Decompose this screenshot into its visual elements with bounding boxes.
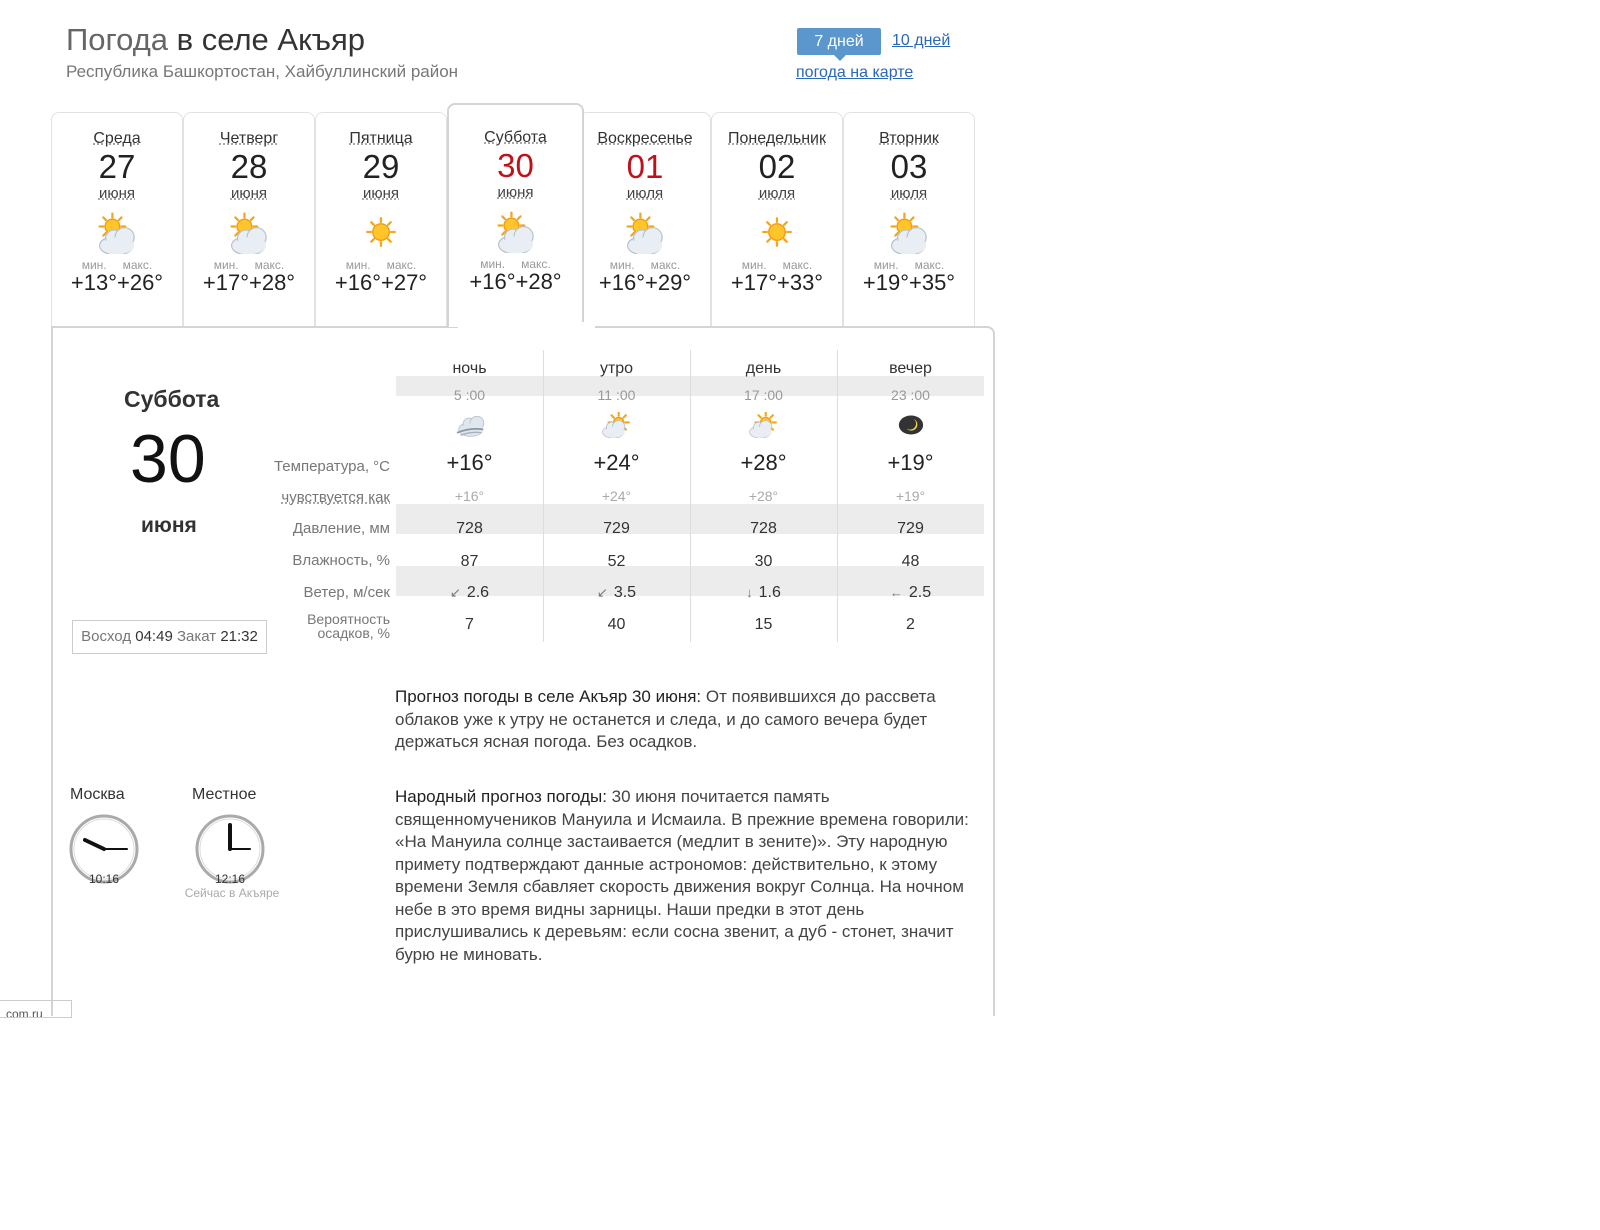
day-tab-3[interactable] [447, 103, 584, 327]
minmax-labels: мин. макс. [81, 258, 153, 272]
period-feels-like: +28° [748, 488, 779, 504]
sun-cloud-icon [690, 410, 837, 440]
minmax-labels: мин. макс. [609, 258, 681, 272]
folk-forecast-text: Народный прогноз погоды: 30 июня почитается память священномучеников Мануила и Исмаила. В прежние времена говорили: «На Мануила солнце застаивается (медлит в зените)». Эту народную примету подтверждают данные астрономов: действительно, к этому времени Земля сбавляет скорость движения вокруг Солнца. На ночном небе в это время видны зарницы. Наши предки в этот день прислушивались к деревьям: если сосна звенит, а дуб - стонет, значит бурю не миновать. [395, 787, 969, 964]
day-tab-name: Пятница [349, 130, 413, 147]
weather-map-link[interactable]: погода на карте [796, 64, 914, 81]
moscow-time: 10:16 [88, 872, 120, 886]
period-pressure: 728 [456, 520, 483, 537]
period-feels-like: +19° [895, 488, 926, 504]
day-tab-number: 03 [890, 148, 928, 185]
day-tab-1[interactable] [183, 112, 315, 327]
period-hour: 23 :00 [891, 387, 930, 403]
partly-cloudy-icon [580, 208, 710, 256]
period-pressure: 729 [603, 520, 630, 537]
day-tab-temps: +17°+33° [730, 270, 824, 295]
forecast-text: Прогноз погоды в селе Акъяр 30 июня: От появившихся до рассвета облаков уже к утру не останется и следа, и до самого вечера будет держаться ясная погода. Без осадков. [395, 687, 936, 751]
day-tab-6[interactable] [843, 112, 975, 327]
moon-icon [837, 410, 984, 440]
day-tab-number: 01 [626, 148, 664, 185]
day-tab-name: Воскресенье [597, 130, 693, 147]
period-name: вечер [889, 360, 932, 377]
period-feels-like: +24° [601, 488, 632, 504]
period-humidity: 30 [754, 553, 773, 570]
period-temperature: +16° [446, 450, 493, 475]
day-tab-name: Понедельник [728, 130, 826, 147]
partly-cloudy-icon [844, 208, 974, 256]
day-tab-number: 28 [230, 148, 268, 185]
day-tab-0[interactable] [51, 112, 183, 327]
period-name: день [745, 360, 782, 377]
sun-icon [712, 208, 842, 256]
day-tab-temps: +16°+29° [598, 270, 692, 295]
sun-cloud-icon [543, 410, 690, 440]
minmax-labels: мин. макс. [345, 258, 417, 272]
period-temperature: +28° [740, 450, 787, 475]
day-tab-month: июня [362, 185, 400, 202]
day-tab-month: июня [497, 184, 534, 201]
wind-direction-icon: ← [889, 585, 903, 600]
selected-day-name: Суббота [124, 386, 220, 412]
day-tab-name: Вторник [879, 130, 939, 147]
day-tab-temps: +16°+27° [334, 270, 428, 295]
day-tab-name: Суббота [484, 129, 547, 146]
region-subtitle: Республика Башкортостан, Хайбуллинский район [66, 62, 459, 81]
footer-fragment: com.ru [0, 1000, 72, 1018]
day-tab-5[interactable] [711, 112, 843, 327]
period-wind: ↓ 1.6 [746, 584, 781, 601]
period-precipitation: 7 [465, 616, 474, 633]
label-feels-like[interactable]: чувствуется как [281, 489, 390, 506]
day-tab-month: июня [98, 185, 136, 202]
minmax-labels: мин. макс. [741, 258, 813, 272]
period-wind: ↙ 2.6 [449, 584, 490, 601]
label-humidity: Влажность, % [292, 552, 390, 569]
period-name: утро [599, 360, 634, 377]
period-hour: 11 :00 [597, 387, 636, 403]
period-precipitation: 2 [906, 616, 915, 633]
day-tab-name: Среда [93, 130, 141, 147]
seven-days-button[interactable]: 7 дней [797, 28, 881, 55]
day-tab-month: июля [626, 185, 664, 202]
period-pressure: 728 [750, 520, 777, 537]
day-tab-temps: +13°+26° [70, 270, 164, 295]
period-precipitation: 40 [607, 616, 626, 633]
partly-cloudy-icon [449, 207, 582, 255]
local-clock-label: Местное [192, 786, 257, 803]
minmax-labels: мин. макс. [213, 258, 285, 272]
period-name: ночь [452, 360, 487, 377]
label-wind: Ветер, м/сек [303, 584, 390, 601]
ten-days-link[interactable]: 10 дней [892, 32, 951, 49]
day-tab-number: 02 [758, 148, 796, 185]
period-humidity: 52 [607, 553, 626, 570]
partly-cloudy-icon [52, 208, 182, 256]
period-pressure: 729 [897, 520, 924, 537]
selected-day-month: июня [141, 514, 197, 537]
period-wind: ← 2.5 [889, 584, 932, 601]
period-temperature: +24° [593, 450, 640, 475]
selected-day-number: 30 [130, 421, 206, 497]
day-tab-month: июня [230, 185, 268, 202]
day-tab-number: 29 [362, 148, 400, 185]
partly-cloudy-icon [184, 208, 314, 256]
day-tab-month: июля [890, 185, 928, 202]
wind-direction-icon: ↓ [746, 585, 753, 600]
sunrise-sunset-box: Восход 04:49 Закат 21:32 [72, 620, 267, 654]
period-wind: ↙ 3.5 [596, 584, 637, 601]
local-time: 12:16 [214, 872, 246, 886]
period-feels-like: +16° [454, 488, 485, 504]
moscow-clock-label: Москва [70, 786, 125, 803]
wind-direction-icon: ↙ [596, 585, 608, 600]
label-precipitation: Вероятность осадков, % [307, 611, 390, 641]
local-time-note: Сейчас в Акъяре [184, 886, 280, 900]
day-tab-temps: +17°+28° [202, 270, 296, 295]
day-tab-month: июля [758, 185, 796, 202]
day-tab-number: 27 [98, 148, 136, 185]
period-temperature: +19° [887, 450, 934, 475]
day-tab-temps: +19°+35° [862, 270, 956, 295]
sun-icon [316, 208, 446, 256]
label-pressure: Давление, мм [292, 520, 390, 537]
day-tab-2[interactable] [315, 112, 447, 327]
period-humidity: 87 [460, 553, 479, 570]
period-hour: 5 :00 [453, 387, 486, 403]
period-hour: 17 :00 [744, 387, 783, 403]
day-tab-name: Четверг [219, 130, 279, 147]
day-tab-4[interactable] [579, 112, 711, 327]
label-temperature: Температура, °C [273, 458, 390, 475]
page-title: Погода в селе Акъяр [66, 22, 366, 57]
minmax-labels: мин. макс. [480, 257, 551, 271]
period-humidity: 48 [901, 553, 920, 570]
period-precipitation: 15 [754, 616, 773, 633]
minmax-labels: мин. макс. [873, 258, 945, 272]
day-tab-number: 30 [497, 147, 534, 184]
cloud-night-icon [396, 410, 543, 440]
wind-direction-icon: ↙ [449, 585, 461, 600]
day-tab-temps: +16°+28° [469, 269, 562, 294]
